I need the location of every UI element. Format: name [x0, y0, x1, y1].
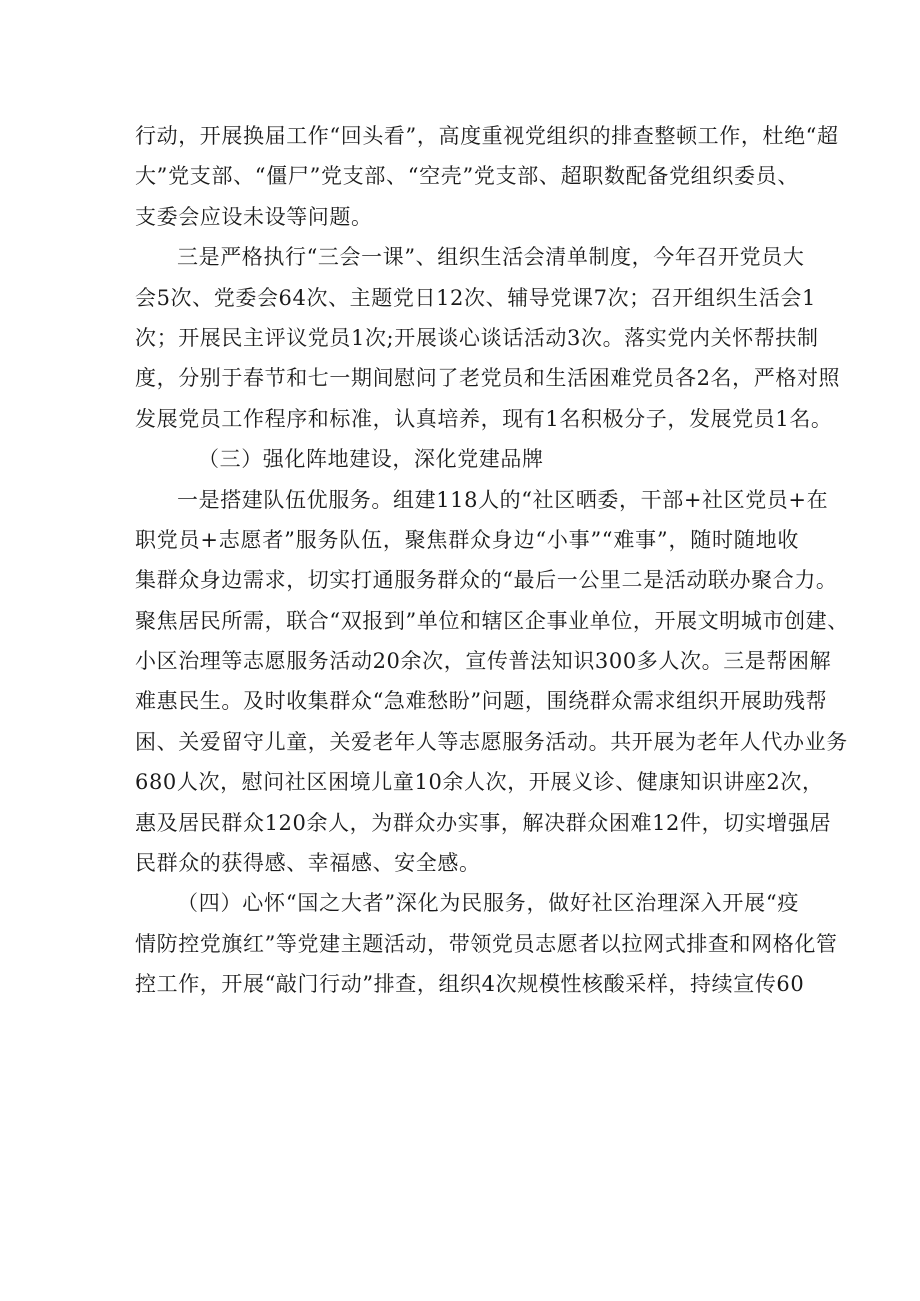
text-line: 难惠民生。及时收集群众“急难愁盼”问题，围绕群众需求组织开展助残帮 [135, 689, 828, 714]
document-body [135, 116, 849, 1005]
text-line: 会5次、党委会64次、主题党日12次、辅导党课7次；召开组织生活会1 [135, 285, 816, 310]
text-line: 大”党支部、“僵尸”党支部、“空壳”党支部、超职数配备党组织委员、 [135, 164, 799, 189]
text-line: 集群众身边需求，切实打通服务群众的“最后一公里二是活动联办聚合力。 [135, 568, 838, 593]
text-line: 困、关爱留守儿童，关爱老年人等志愿服务活动。共开展为老年人代办业务 [135, 729, 848, 754]
text-line: 次；开展民主评议党员1次;开展谈心谈话活动3次。落实党内关怀帮扶制 [135, 325, 819, 350]
section-heading: （三）强化阵地建设，深化党建品牌 [198, 447, 544, 472]
text-line: 小区治理等志愿服务活动20余次，宣传普法知识300多人次。三是帮困解 [135, 649, 832, 674]
paragraph-start-line: （四）心怀“国之大者”深化为民服务，做好社区治理深入开展“疫 [177, 891, 799, 916]
text-line: 发展党员工作程序和标准，认真培养，现有1名积极分子，发展党员1名。 [135, 406, 833, 431]
text-line: 民群众的获得感、幸福感、安全感。 [135, 851, 481, 876]
paragraph-start-line: 三是严格执行“三会一课”、组织生活会清单制度，今年召开党员大 [177, 245, 805, 270]
text-line: 680人次，慰问社区困境儿童10余人次，开展义诊、健康知识讲座2次， [135, 770, 824, 795]
text-line: 职党员+志愿者”服务队伍，聚焦群众身边“小事”“难事”，随时随地收 [135, 527, 799, 552]
paragraph-start-line: 一是搭建队伍优服务。组建118人的“社区晒委，干部+社区党员+在 [177, 487, 829, 512]
text-line: 支委会应设未设等问题。 [135, 204, 373, 229]
text-line: 度，分别于春节和七一期间慰问了老党员和生活困难党员各2名，严格对照 [135, 366, 841, 391]
text-line: 聚焦居民所需，联合“双报到”单位和辖区企事业单位，开展文明城市创建、 [135, 608, 849, 633]
text-line: 控工作，开展“敲门行动”排查，组织4次规模性核酸采样，持续宣传60 [135, 972, 805, 997]
text-line: 行动，开展换届工作“回头看”，高度重视党组织的排查整顿工作，杜绝“超 [135, 124, 839, 148]
text-line: 情防控党旗红”等党建主题活动，带领党员志愿者以拉网式排查和网格化管 [135, 931, 838, 956]
text-line: 惠及居民群众120余人，为群众办实事，解决群众困难12件，切实增强居 [135, 810, 832, 835]
